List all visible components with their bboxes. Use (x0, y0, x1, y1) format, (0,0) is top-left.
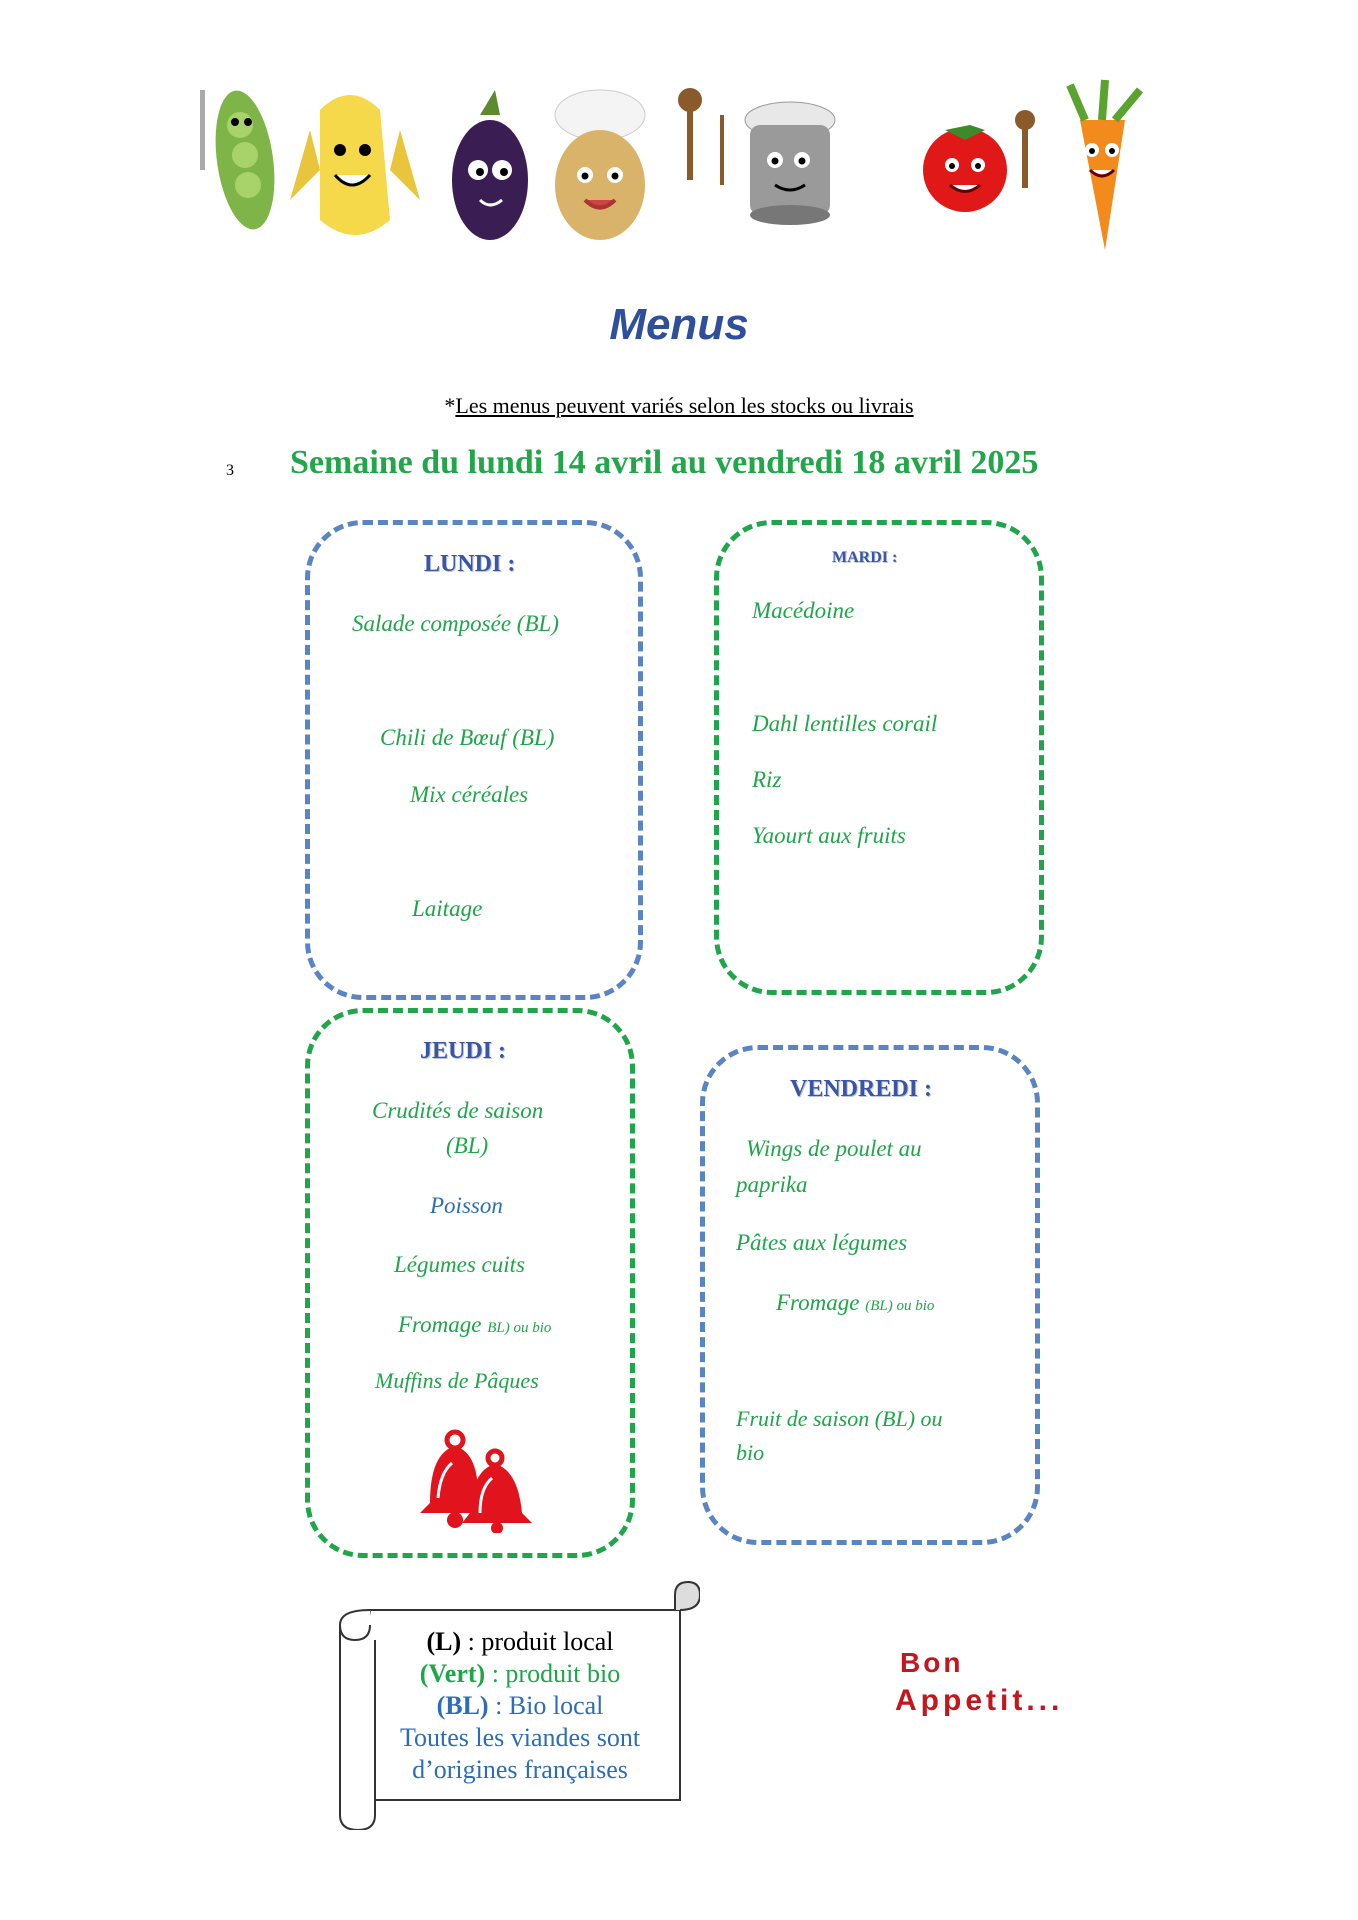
eggplant-character (452, 90, 528, 240)
tuesday-item-main: Dahl lentilles corail (752, 711, 938, 736)
thursday-item-cheese (398, 1308, 551, 1345)
banana-character (290, 95, 420, 235)
monday-item-side: Mix céréales (410, 782, 529, 807)
bon-text: Bon (900, 1647, 964, 1678)
pot-chef-character (745, 102, 835, 225)
note-text: Les menus peuvent variés selon les stocks ou livrais (455, 393, 914, 418)
pea-character (200, 87, 282, 233)
page-title: Menus (609, 300, 749, 349)
legend-code-bio: (Vert) (419, 1659, 486, 1688)
appetit-text: Appetit... (895, 1684, 1064, 1717)
legend-text-bio: : produit bio (485, 1659, 621, 1688)
vegetable-characters-banner (190, 70, 1180, 260)
menu-note (0, 393, 1358, 419)
friday-cheese-name: Fromage (776, 1290, 860, 1315)
friday-item-dessert-2: bio (736, 1440, 765, 1465)
utensils (678, 88, 724, 185)
monday-item-dairy: Laitage (412, 896, 483, 921)
thursday-label: JEUDI : (420, 1038, 507, 1064)
potato-chef-character (555, 90, 645, 240)
friday-item-main-1: Wings de poulet au (746, 1136, 922, 1161)
monday-label: LUNDI : (424, 551, 516, 577)
legend-line-bio (370, 1658, 670, 1690)
easter-bells-icon (400, 1428, 545, 1533)
thursday-item-side: Légumes cuits (394, 1252, 525, 1277)
friday-label: VENDREDI : (790, 1076, 933, 1102)
legend-code-local: (L) : produit local (426, 1627, 614, 1656)
friday-item-dessert-1: Fruit de saison (BL) ou (736, 1406, 943, 1431)
legend-text-biolocal: : Bio local (488, 1691, 604, 1720)
friday-cheese-tag: (BL) ou bio (865, 1298, 935, 1314)
monday-item-main: Chili de Bœuf (BL) (380, 725, 555, 750)
legend-line-biolocal (370, 1690, 670, 1722)
carrot-character (1070, 80, 1140, 250)
note-asterisk: * (444, 393, 456, 418)
thursday-item-main: Poisson (430, 1193, 503, 1218)
friday-item-side: Pâtes aux légumes (736, 1230, 908, 1255)
legend-line-local (370, 1626, 670, 1658)
thursday-cheese-tag: BL) ou bio (487, 1320, 552, 1336)
tuesday-item-side: Riz (752, 767, 782, 792)
monday-box (305, 520, 643, 1000)
tuesday-box (714, 520, 1044, 995)
tuesday-item-starter: Macédoine (752, 598, 855, 623)
tuesday-label: MARDI : (832, 549, 898, 566)
legend-meat-note-2: d’origines françaises (412, 1755, 628, 1784)
week-heading: Semaine du lundi 14 avril au vendredi 18 avril 2025 (290, 444, 1039, 481)
thursday-item-starter-tag: (BL) (446, 1133, 489, 1158)
legend-meat-note-1: Toutes les viandes sont (399, 1723, 641, 1752)
thursday-cheese-name: Fromage (398, 1312, 482, 1337)
friday-item-cheese (776, 1286, 934, 1323)
tomato-character (923, 110, 1035, 212)
bon-appetit-logo (895, 1640, 1145, 1720)
thursday-item-dessert: Muffins de Pâques (375, 1368, 539, 1393)
legend-code-biolocal: (BL) (436, 1691, 489, 1720)
tuesday-item-dessert: Yaourt aux fruits (752, 823, 906, 848)
thursday-item-starter: Crudités de saison (372, 1098, 544, 1123)
page-number: 3 (226, 462, 234, 479)
monday-item-starter: Salade composée (BL) (352, 611, 559, 636)
friday-item-main-2: paprika (736, 1172, 808, 1197)
